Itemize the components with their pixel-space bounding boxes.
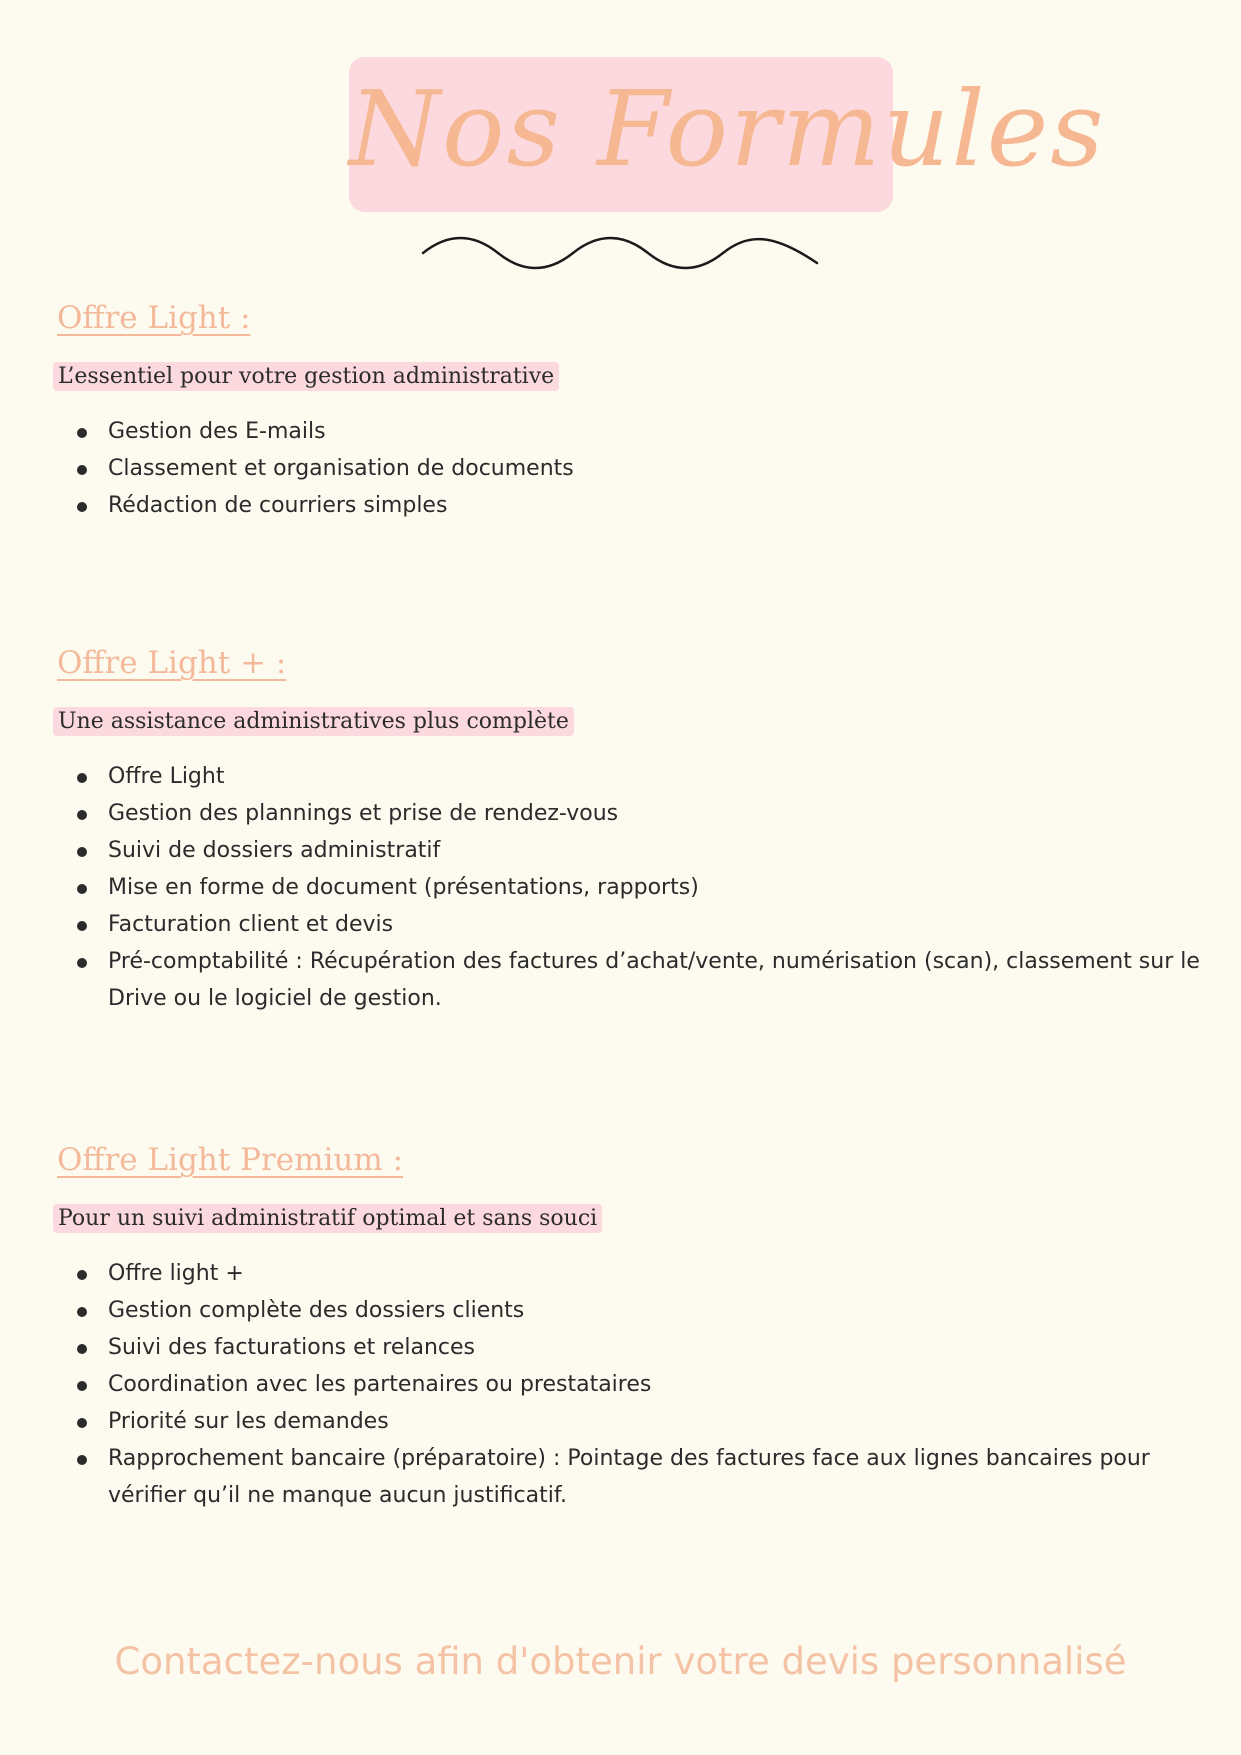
section-title: Offre Light + :: [57, 645, 287, 681]
bullet-icon: [77, 1344, 87, 1354]
list-item: Priorité sur les demandes: [53, 1403, 1218, 1440]
bullet-icon: [77, 1455, 87, 1465]
feature-list: [53, 413, 1193, 524]
list-item: Offre Light: [53, 758, 1218, 795]
list-item: Suivi des facturations et relances: [53, 1329, 1218, 1366]
section-title: Offre Light :: [57, 300, 251, 336]
section-offre-light-plus: [53, 645, 1200, 1017]
list-item: Suivi de dossiers administratif: [53, 832, 1218, 869]
title-banner: [349, 57, 1106, 212]
list-item: Facturation client et devis: [53, 906, 1218, 943]
bullet-icon: [77, 921, 87, 931]
section-offre-light-premium: [53, 1142, 1193, 1514]
wave-divider: [420, 228, 820, 278]
bullet-icon: [77, 1418, 87, 1428]
bullet-icon: [77, 428, 87, 438]
bullet-icon: [77, 773, 87, 783]
bullet-icon: [77, 847, 87, 857]
bullet-icon: [77, 1307, 87, 1317]
page-title: Nos Formules: [349, 68, 1106, 190]
list-item: Gestion des plannings et prise de rendez-vous: [53, 795, 1218, 832]
bullet-icon: [77, 884, 87, 894]
section-subtitle: L’essentiel pour votre gestion administrative: [53, 362, 559, 391]
list-item: Rapprochement bancaire (préparatoire) : Pointage des factures face aux lignes bancaires pour vérifier qu’il ne manque aucun justificatif.: [53, 1440, 1218, 1514]
bullet-icon: [77, 502, 87, 512]
bullet-icon: [77, 465, 87, 475]
section-subtitle: Une assistance administratives plus complète: [53, 707, 574, 736]
list-item: Classement et organisation de documents: [53, 450, 1218, 487]
list-item: Gestion complète des dossiers clients: [53, 1292, 1218, 1329]
list-item: Rédaction de courriers simples: [53, 487, 1218, 524]
bullet-icon: [77, 1270, 87, 1280]
contact-call-to-action: Contactez-nous afin d'obtenir votre devis personnalisé: [114, 1640, 1127, 1683]
section-title: Offre Light Premium :: [57, 1142, 404, 1178]
bullet-icon: [77, 1381, 87, 1391]
feature-list: [53, 1255, 1193, 1514]
list-item: Pré-comptabilité : Récupération des factures d’achat/vente, numérisation (scan), classement sur le Drive ou le logiciel de gestion.: [53, 943, 1218, 1017]
section-subtitle: Pour un suivi administratif optimal et sans souci: [53, 1204, 602, 1233]
list-item: Mise en forme de document (présentations, rapports): [53, 869, 1218, 906]
feature-list: [53, 758, 1200, 1017]
list-item: Gestion des E-mails: [53, 413, 1218, 450]
list-item: Coordination avec les partenaires ou prestataires: [53, 1366, 1218, 1403]
bullet-icon: [77, 810, 87, 820]
list-item: Offre light +: [53, 1255, 1218, 1292]
section-offre-light: [53, 300, 1193, 524]
bullet-icon: [77, 958, 87, 968]
